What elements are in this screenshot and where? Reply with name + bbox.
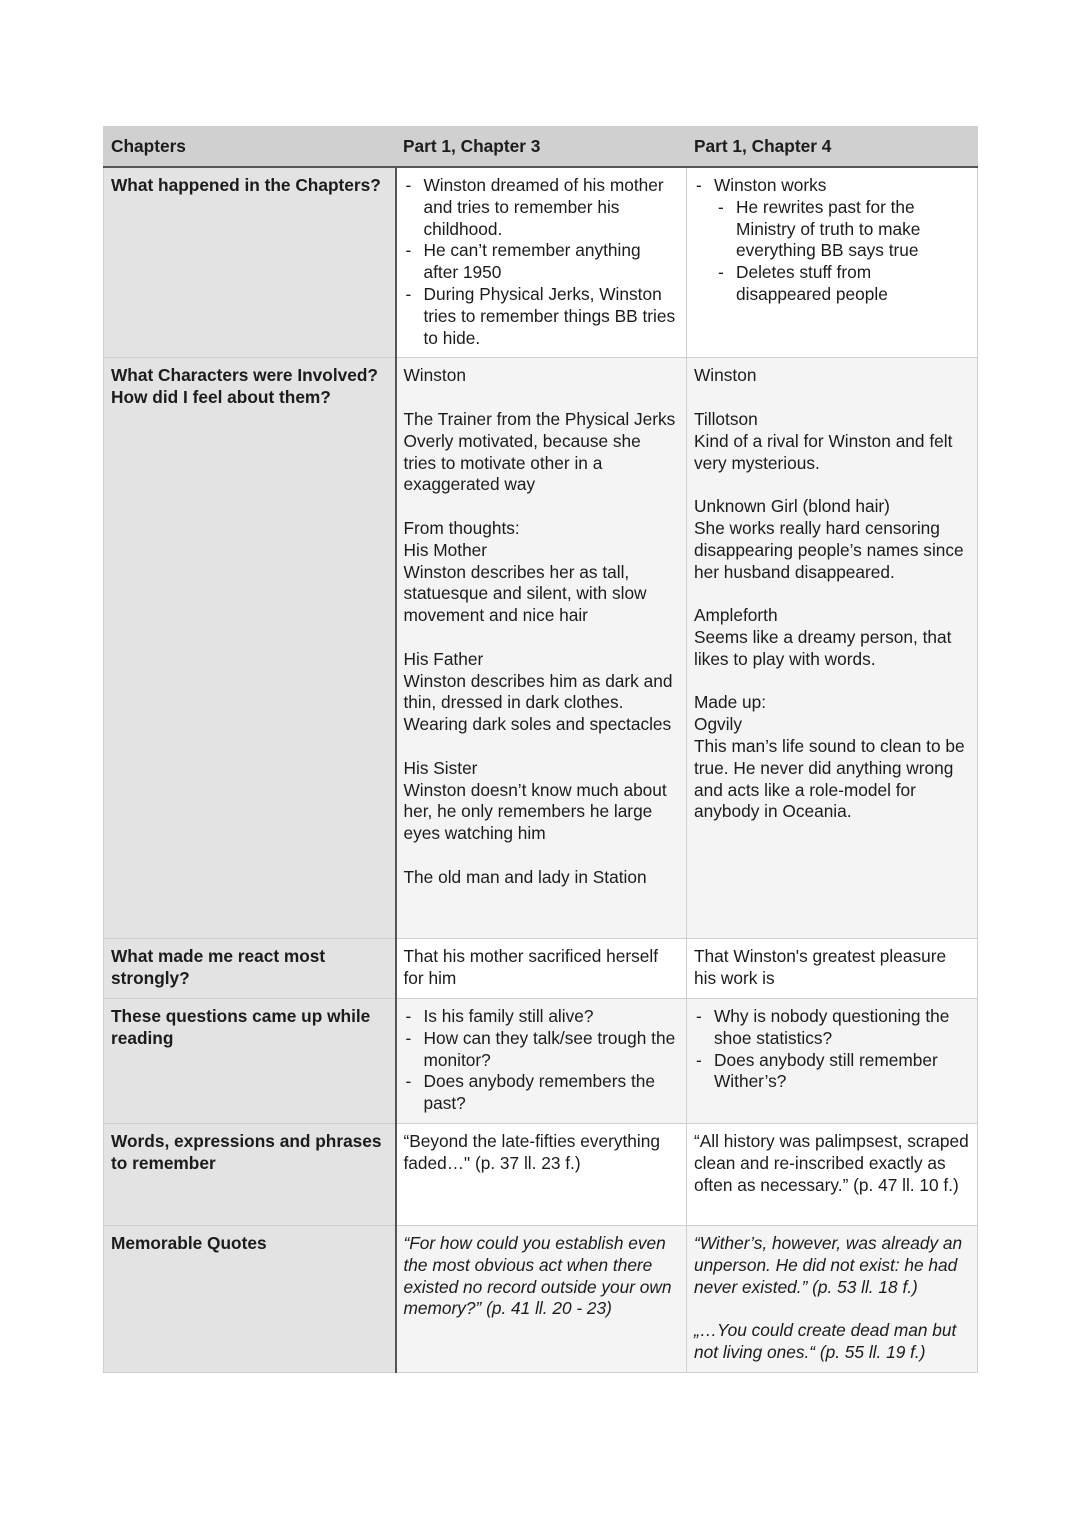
character-block <box>694 365 969 387</box>
character-block <box>694 496 969 583</box>
list-item: - Is his family still alive? <box>404 1006 679 1028</box>
character-note: Kind of a rival for Winston and felt very mysterious. <box>694 430 953 473</box>
chapter-summary-table <box>103 126 978 1373</box>
chapter3-cell: “Beyond the late-fifties everything faded…" (p. 37 ll. 23 f.) <box>396 1123 687 1225</box>
chapter3-cell <box>396 998 687 1123</box>
character-note: She works really hard censoring disappearing people’s names since her husband disappeared. <box>694 517 964 582</box>
chapter4-cell <box>687 358 978 939</box>
bullet-list <box>404 1006 679 1115</box>
character-block <box>404 867 679 889</box>
table-row-characters <box>104 358 978 939</box>
chapter3-cell <box>396 167 687 358</box>
character-name: His Sister <box>403 757 478 778</box>
character-name: Unknown Girl (blond hair) <box>694 496 890 517</box>
character-name: Winston <box>694 365 757 386</box>
character-note: Made up: <box>694 692 767 713</box>
quote-block: „…You could create dead man but not living ones.“ (p. 55 ll. 19 f.) <box>694 1320 957 1362</box>
character-block <box>694 409 969 474</box>
character-block <box>694 605 969 670</box>
question-cell: What happened in the Chapters? <box>104 167 396 358</box>
list-item: - Does anybody still remember Wither’s? <box>694 1050 969 1094</box>
chapter4-cell <box>687 998 978 1123</box>
bullet-list <box>694 1006 969 1093</box>
sub-bullet-list <box>716 197 969 306</box>
character-name: Ampleforth <box>694 605 778 626</box>
character-name: His Father <box>403 648 484 669</box>
character-name: Winston <box>403 365 466 386</box>
chapter4-cell: “All history was palimpsest, scraped clean and re-inscribed exactly as often as necessary.” (p. 47 ll. 10 f.) <box>687 1123 978 1225</box>
quote-block: “Wither’s, however, was already an unperson. He did not exist: he had never existed.” (p. 53 ll. 18 f.) <box>694 1232 963 1297</box>
chapter3-cell: That his mother sacrificed herself for him <box>396 939 687 999</box>
chapter4-cell <box>687 1225 978 1372</box>
table-row-quotes <box>104 1225 978 1372</box>
question-cell: What made me react most strongly? <box>104 939 396 999</box>
list-item: - Winston dreamed of his mother and tries to remember his childhood. <box>404 175 679 240</box>
character-block <box>404 649 679 736</box>
header-chapters: Chapters <box>104 127 396 168</box>
bullet-list <box>694 175 969 197</box>
character-note: Winston describes her as tall, statuesque and silent, with slow movement and nice hair <box>403 561 647 626</box>
character-note: Seems like a dreamy person, that likes to play with words. <box>694 626 952 669</box>
chapter4-cell <box>687 167 978 358</box>
header-part1-chapter4: Part 1, Chapter 4 <box>687 127 978 168</box>
character-note: This man’s life sound to clean to be true. He never did anything wrong and acts like a role-model for anybody in Oceania. <box>694 735 965 822</box>
list-item: - Why is nobody questioning the shoe statistics? <box>694 1006 969 1050</box>
chapter3-cell <box>396 358 687 939</box>
character-name: The old man and lady in Station <box>403 866 647 887</box>
header-row <box>104 127 978 168</box>
character-note: Winston describes him as dark and thin, dressed in dark clothes. Wearing dark soles and spectacles <box>403 670 673 735</box>
question-cell: These questions came up while reading <box>104 998 396 1123</box>
list-item: - During Physical Jerks, Winston tries to remember things BB tries to hide. <box>404 284 679 349</box>
character-name: The Trainer from the Physical Jerks <box>403 408 676 429</box>
character-block <box>404 518 679 627</box>
character-name: His Mother <box>403 539 488 560</box>
table-row-what-happened <box>104 167 978 358</box>
character-name: Tillotson <box>694 408 758 429</box>
character-block <box>404 758 679 845</box>
character-note: From thoughts: <box>403 517 520 538</box>
table-row-words <box>104 1123 978 1225</box>
bullet-list <box>404 175 679 349</box>
question-cell: Memorable Quotes <box>104 1225 396 1372</box>
chapter4-cell: That Winston's greatest pleasure his work is <box>687 939 978 999</box>
list-item: - He can’t remember anything after 1950 <box>404 240 679 284</box>
character-note: Overly motivated, because she tries to motivate other in a exaggerated way <box>403 430 641 495</box>
table-row-questions <box>104 998 978 1123</box>
character-block <box>694 692 969 823</box>
header-part1-chapter3: Part 1, Chapter 3 <box>396 127 687 168</box>
character-block <box>404 409 679 496</box>
character-note: Winston doesn’t know much about her, he only remembers he large eyes watching him <box>403 779 667 844</box>
question-cell: What Characters were Involved? How did I feel about them? <box>104 358 396 939</box>
list-item: - Winston works <box>694 175 969 197</box>
list-item: - Deletes stuff from disappeared people <box>716 262 969 306</box>
list-item: - How can they talk/see trough the monitor? <box>404 1028 679 1072</box>
question-cell: Words, expressions and phrases to remember <box>104 1123 396 1225</box>
character-block <box>404 365 679 387</box>
list-item: - Does anybody remembers the past? <box>404 1071 679 1115</box>
character-name: Ogvily <box>694 714 743 735</box>
list-item: - He rewrites past for the Ministry of truth to make everything BB says true <box>716 197 969 262</box>
table-row-react <box>104 939 978 999</box>
chapter3-cell: “For how could you establish even the most obvious act when there existed no record outside your own memory?” (p. 41 ll. 20 - 23) <box>396 1225 687 1372</box>
